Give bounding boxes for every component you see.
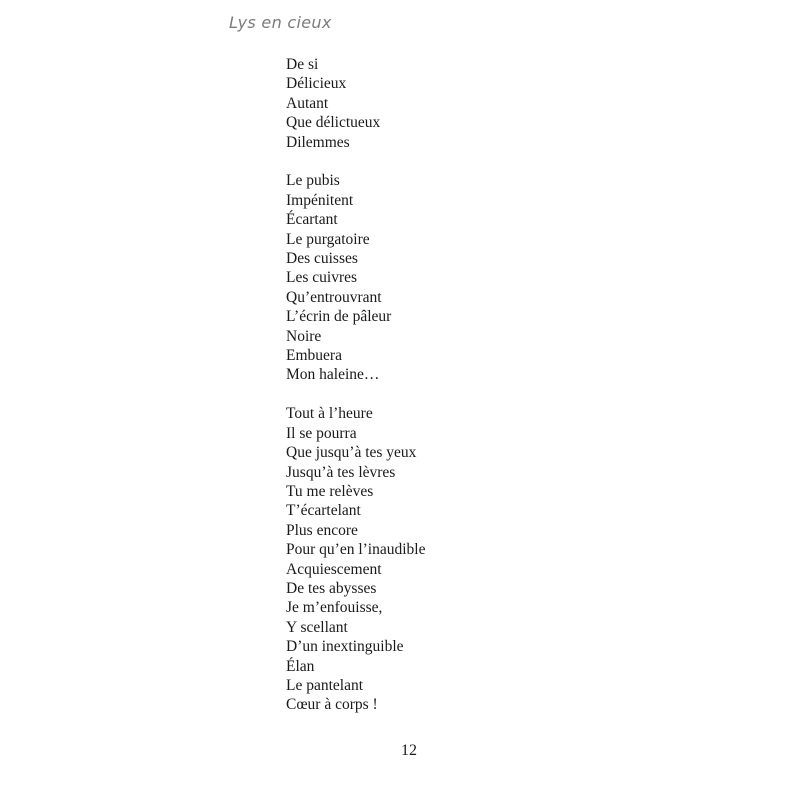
poem-line: Acquiescement <box>286 560 382 578</box>
poem-line: Le purgatoire <box>286 230 370 248</box>
poem-line: Tu me relèves <box>286 482 374 500</box>
poem-line: Dilemmes <box>286 133 350 151</box>
poem-line: L’écrin de pâleur <box>286 308 392 326</box>
poem-line: Y scellant <box>286 618 348 636</box>
poem-line: T’écartelant <box>286 502 361 520</box>
poem-line: Cœur à corps ! <box>286 696 378 714</box>
stanza <box>286 404 425 715</box>
poem-line: De tes abysses <box>286 579 377 597</box>
poem-line: Pour qu’en l’inaudible <box>286 541 426 559</box>
stanza <box>286 55 425 152</box>
running-header-title: Lys en cieux <box>229 13 332 32</box>
poem-line: D’un inextinguible <box>286 638 404 656</box>
poem-line: Des cuisses <box>286 250 358 268</box>
poem-line: Le pantelant <box>286 676 364 694</box>
poem-line: Noire <box>286 327 322 345</box>
poem-line: Autant <box>286 94 329 112</box>
poem-line: Il se pourra <box>286 424 357 442</box>
poem-line: Je m’enfouisse, <box>286 599 383 617</box>
poem <box>286 55 425 734</box>
poem-line: Les cuivres <box>286 269 358 287</box>
poem-line: Jusqu’à tes lèvres <box>286 463 396 481</box>
poem-line: Écartant <box>286 211 338 229</box>
poem-line: Impénitent <box>286 191 354 209</box>
poem-line: Élan <box>286 657 315 675</box>
poem-line: Qu’entrouvrant <box>286 288 382 306</box>
poem-line: Que jusqu’à tes yeux <box>286 444 417 462</box>
poem-line: De si <box>286 56 319 73</box>
page-number: 12 <box>401 742 417 759</box>
stanza <box>286 171 425 384</box>
poem-line: Délicieux <box>286 75 347 93</box>
poem-line: Mon haleine… <box>286 366 380 384</box>
poem-line: Tout à l’heure <box>286 405 373 423</box>
poem-line: Plus encore <box>286 521 358 539</box>
poem-line: Embuera <box>286 347 342 365</box>
poem-line: Le pubis <box>286 172 340 190</box>
poem-line: Que délictueux <box>286 114 381 132</box>
